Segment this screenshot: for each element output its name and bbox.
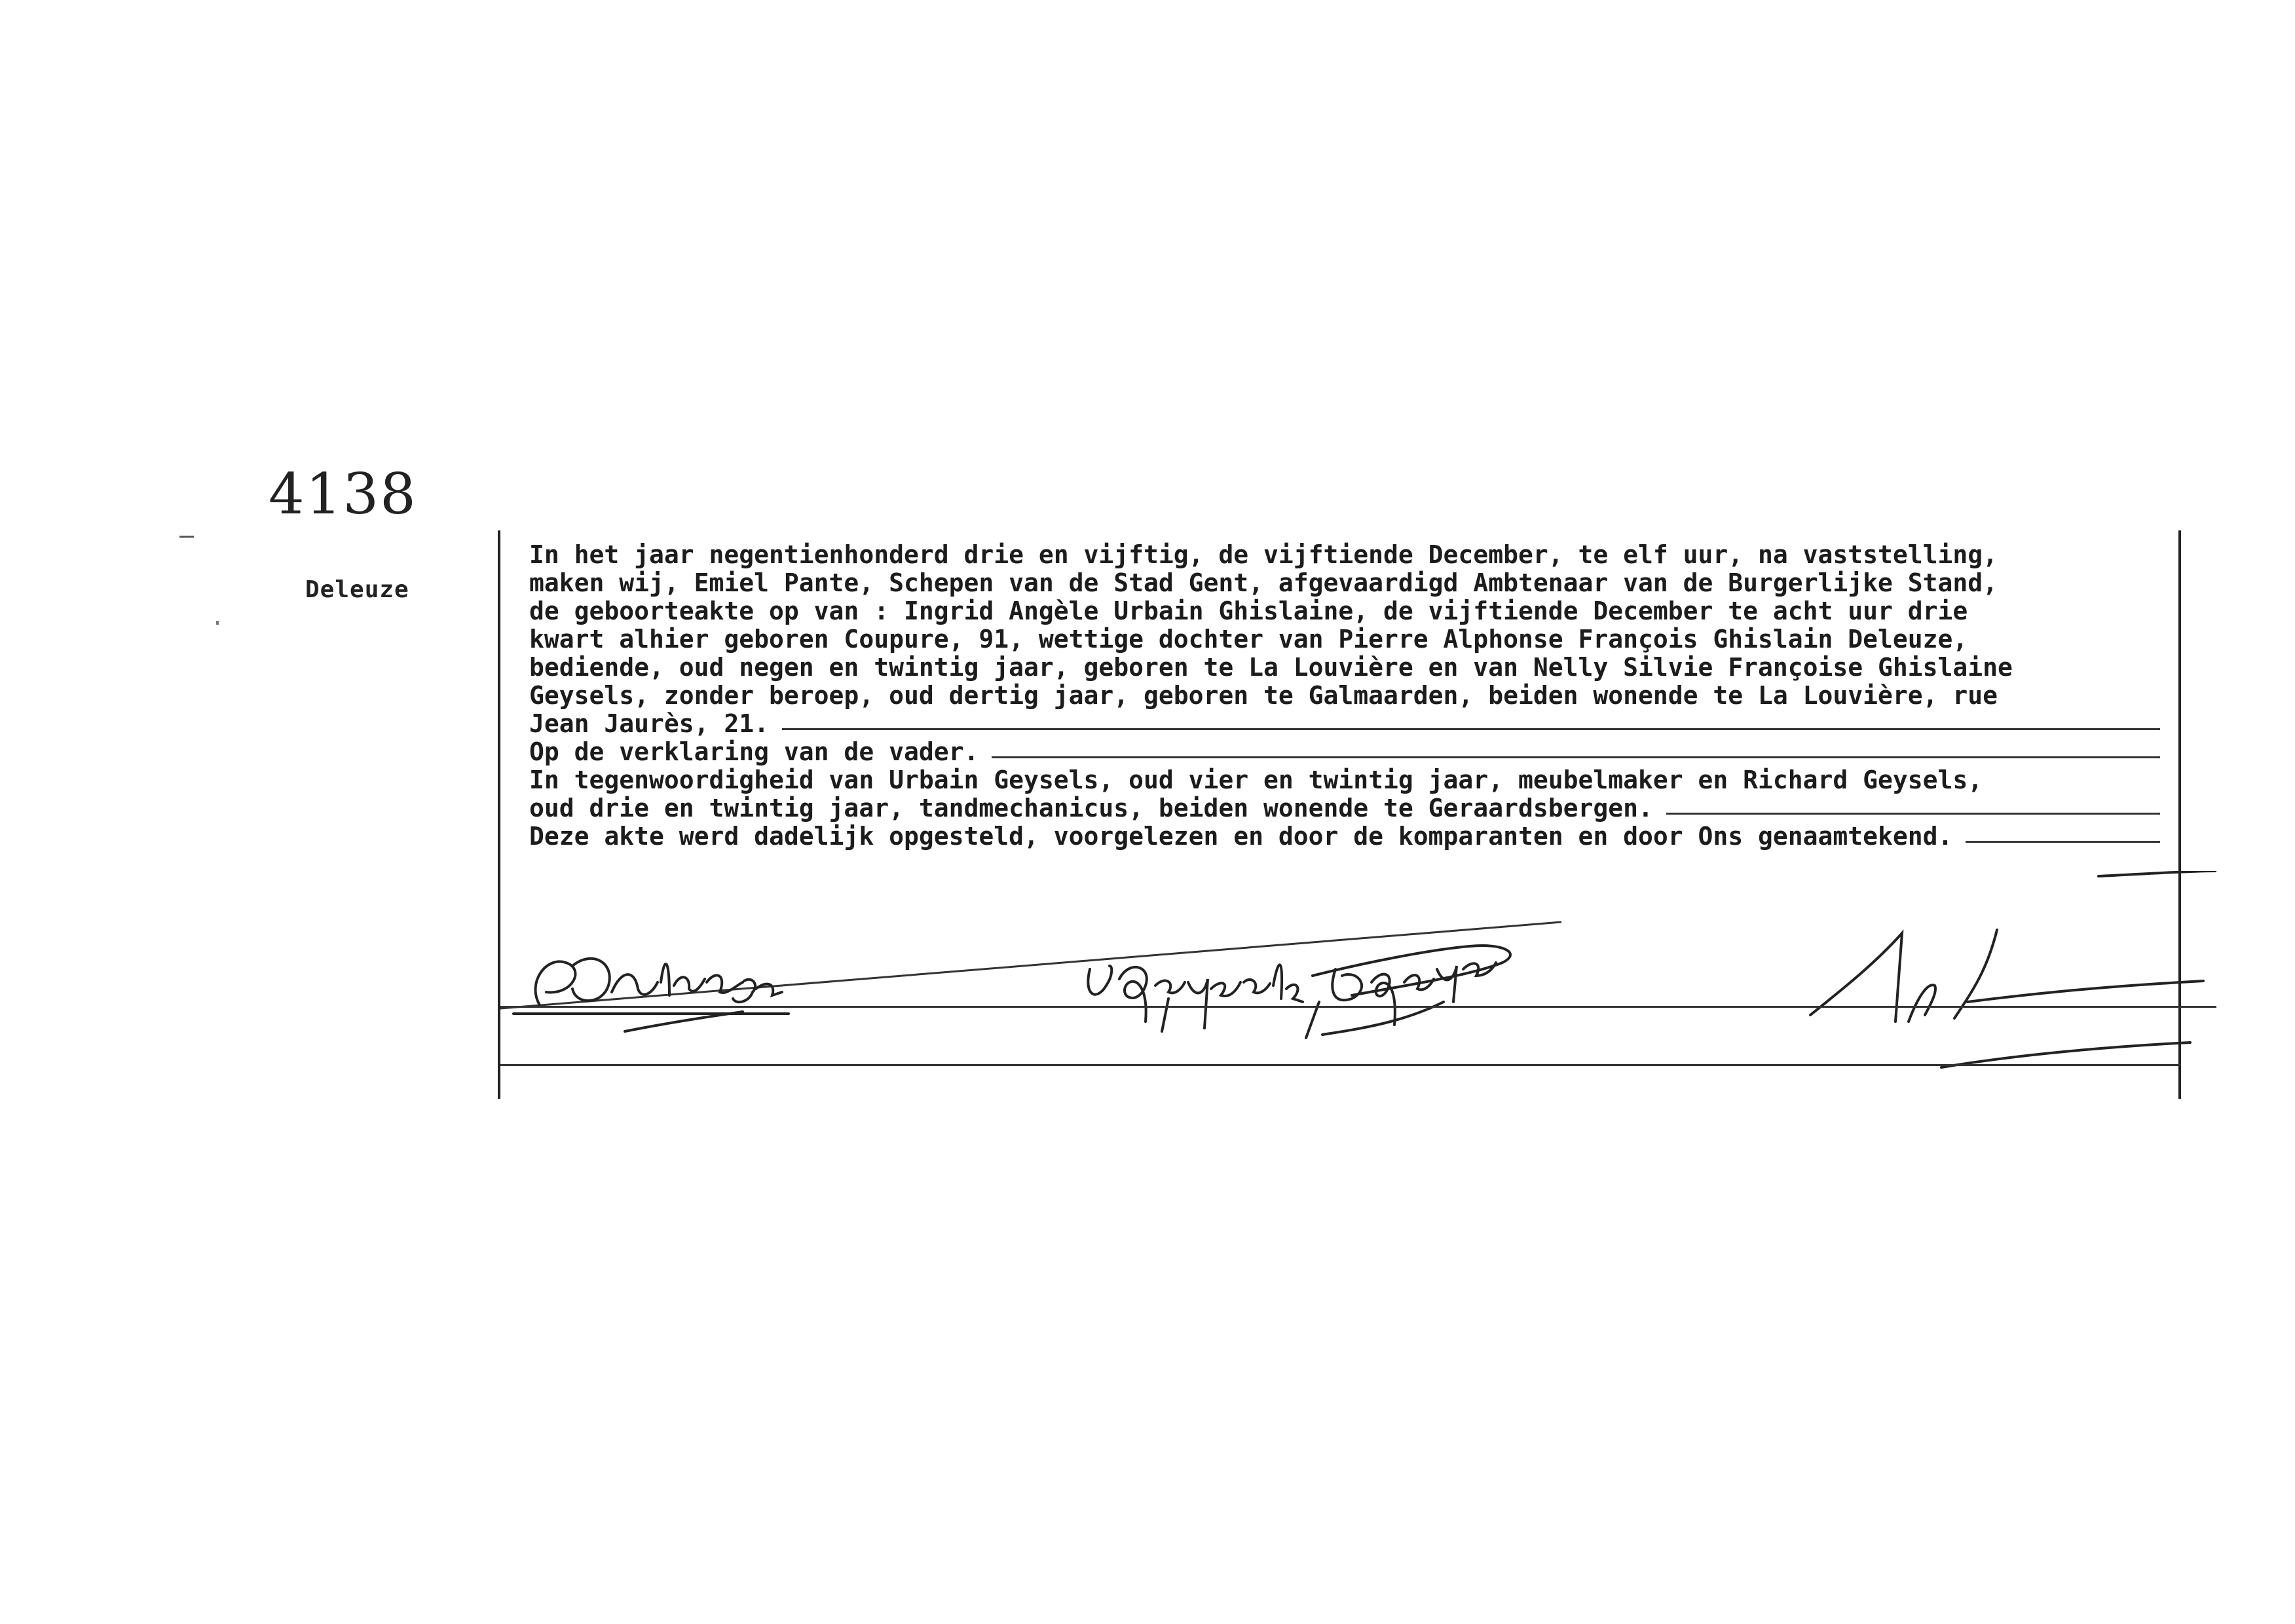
act-line	[529, 625, 2180, 654]
act-line	[529, 794, 2180, 822]
margin-mark	[179, 536, 194, 538]
record-number: 4138	[269, 462, 417, 527]
act-line	[529, 597, 2180, 625]
act-line-text: Geysels, zonder beroep, oud dertig jaar, geboren te Galmaarden, beiden wonende te La Louvière, rue	[529, 681, 1998, 710]
act-line-text: maken wij, Emiel Pante, Schepen van de Stad Gent, afgevaardigd Ambtenaar van de Burgerlijke Stand,	[529, 568, 1998, 597]
signature-witness-2	[1306, 946, 1510, 1038]
signature-official	[1810, 871, 2216, 1067]
signature-witness-1	[1088, 965, 1303, 1031]
act-line-text: In tegenwoordigheid van Urbain Geysels, oud vier en twintig jaar, meubelmaker en Richard Geysels,	[529, 766, 1983, 794]
act-line	[529, 710, 2180, 738]
act-line	[529, 766, 2180, 794]
fill-dash	[1666, 813, 2160, 815]
signature-rule	[500, 1006, 2216, 1008]
act-line	[529, 654, 2180, 682]
birth-act-text	[529, 541, 2180, 851]
fill-dash	[992, 756, 2160, 758]
bottom-rule	[500, 1064, 2181, 1066]
act-line-text: de geboorteakte op van : Ingrid Angèle Urbain Ghislaine, de vijftiende December te acht uur drie	[529, 597, 1968, 625]
signature-father	[513, 959, 789, 1031]
fill-dash	[782, 728, 2160, 730]
act-line-text: Deze akte werd dadelijk opgesteld, voorgelezen en door de komparanten en door Ons genaamtekend.	[529, 822, 1953, 851]
act-line-text: oud drie en twintig jaar, tandmechanicus, beiden wonende te Geraardsbergen.	[529, 794, 1653, 822]
act-line	[529, 738, 2180, 766]
margin-speck	[216, 621, 219, 625]
act-line	[529, 822, 2180, 851]
fill-dash	[1966, 841, 2160, 843]
act-line	[529, 541, 2180, 569]
act-line-text: bediende, oud negen en twintig jaar, geboren te La Louvière en van Nelly Silvie Françoise Ghislaine	[529, 653, 2013, 682]
act-line	[529, 569, 2180, 597]
act-line-text: In het jaar negentienhonderd drie en vijftig, de vijftiende December, te elf uur, na vaststelling,	[529, 540, 1998, 569]
act-line-text: kwart alhier geboren Coupure, 91, wettige dochter van Pierre Alphonse François Ghislain Deleuze,	[529, 625, 1968, 654]
act-line-text: Jean Jaurès, 21.	[529, 709, 770, 738]
act-line	[529, 682, 2180, 710]
act-line-text: Op de verklaring van de vader.	[529, 737, 979, 766]
margin-surname: Deleuze	[305, 576, 409, 603]
